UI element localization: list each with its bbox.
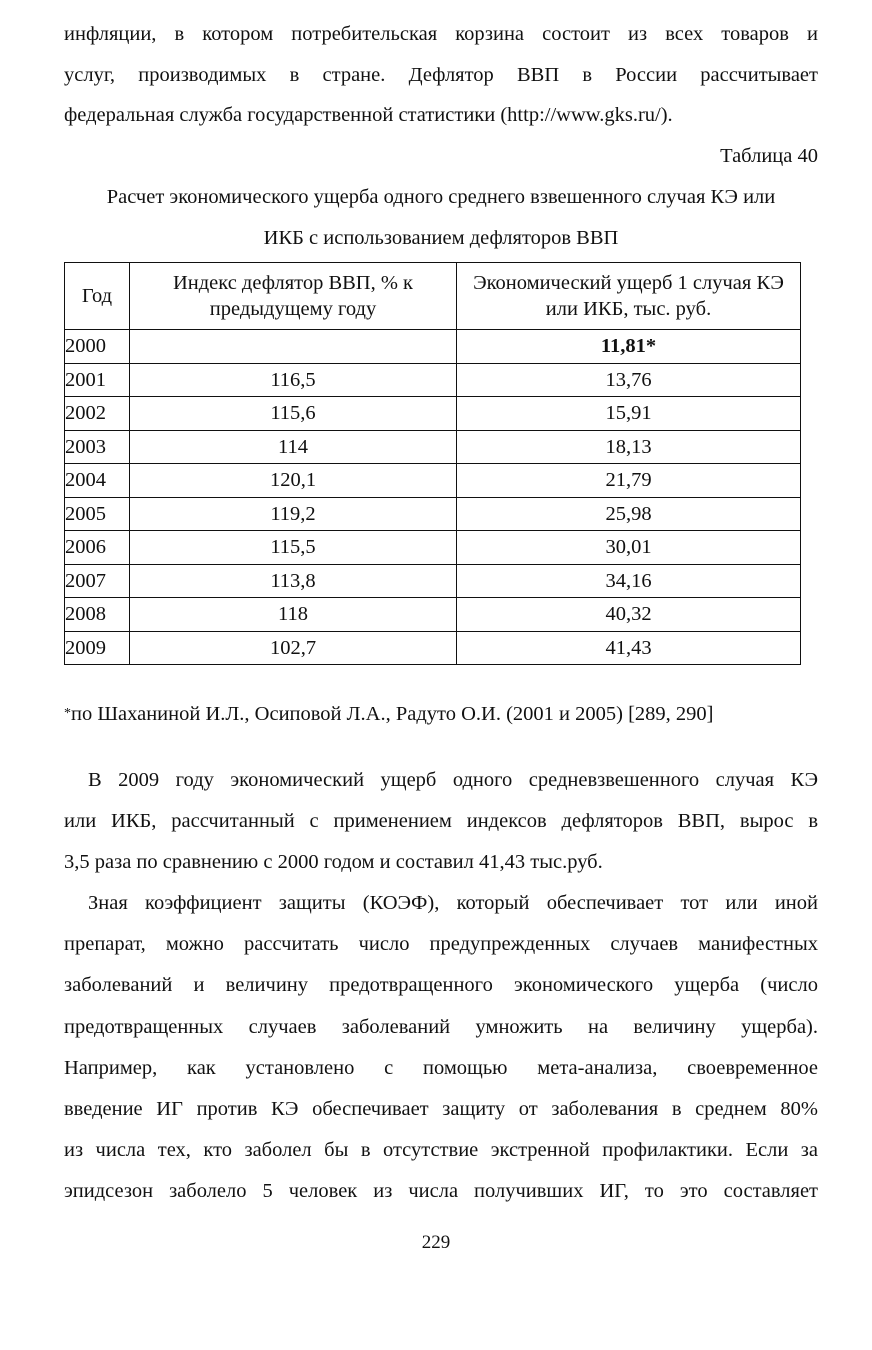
year-cell: 2001 (65, 363, 130, 397)
paragraph1-line-1: В 2009 году экономический ущерб одного средневзвешенного случая КЭ (88, 769, 818, 791)
year-cell: 2003 (65, 430, 130, 464)
table-row (65, 531, 801, 565)
index-cell: 114 (130, 430, 457, 464)
paragraph1-line-3: 3,5 раза по сравнению с 2000 годом и составил 41,43 тыс.руб. (64, 851, 603, 873)
damage-cell: 18,13 (457, 430, 801, 464)
index-cell: 102,7 (130, 631, 457, 665)
index-cell: 116,5 (130, 363, 457, 397)
paragraph2-line-2: препарат, можно рассчитать число предупрежденных случаев манифестных (64, 933, 818, 955)
table-row (65, 497, 801, 531)
index-cell: 115,5 (130, 531, 457, 565)
intro-line-1: инфляции, в котором потребительская корзина состоит из всех товаров и (64, 23, 818, 45)
damage-cell: 15,91 (457, 397, 801, 431)
year-cell: 2008 (65, 598, 130, 632)
index-cell: 119,2 (130, 497, 457, 531)
intro-line-3: федеральная служба государственной статистики (http://www.gks.ru/). (64, 104, 673, 126)
table-row (65, 397, 801, 431)
damage-cell: 30,01 (457, 531, 801, 565)
table-row (65, 363, 801, 397)
damage-cell: 13,76 (457, 363, 801, 397)
paragraph2-line-4: предотвращенных случаев заболеваний умножить на величину ущерба). (64, 1016, 818, 1038)
paragraph2-line-3: заболеваний и величину предотвращенного экономического ущерба (число (64, 974, 818, 996)
paragraph2-line-8: эпидсезон заболело 5 человек из числа получивших ИГ, то это составляет (64, 1180, 818, 1202)
paragraph2-line-1: Зная коэффициент защиты (КОЭФ), который обеспечивает тот или иной (88, 892, 818, 914)
table-title-line-1: Расчет экономического ущерба одного среднего взвешенного случая КЭ или (106, 186, 776, 208)
table-row (65, 330, 801, 364)
index-cell: 120,1 (130, 464, 457, 498)
table-row (65, 631, 801, 665)
table-row (65, 598, 801, 632)
table-row (65, 464, 801, 498)
damage-cell: 11,81* (457, 330, 801, 364)
paragraph2-line-6: введение ИГ против КЭ обеспечивает защиту от заболевания в среднем 80% (64, 1098, 818, 1120)
damage-cell: 34,16 (457, 564, 801, 598)
damage-cell: 25,98 (457, 497, 801, 531)
index-cell: 118 (130, 598, 457, 632)
paragraph2-line-7: из числа тех, кто заболел бы в отсутствие экстренной профилактики. Если за (64, 1139, 818, 1161)
year-cell: 2005 (65, 497, 130, 531)
intro-line-2: услуг, производимых в стране. Дефлятор ВВП в России рассчитывает (64, 64, 818, 86)
page-number: 229 (421, 1232, 451, 1253)
header-year: Год (65, 263, 130, 330)
year-cell: 2007 (65, 564, 130, 598)
paragraph2-line-5: Например, как установлено с помощью мета-анализа, своевременное (64, 1057, 818, 1079)
header-damage: Экономический ущерб 1 случая КЭ или ИКБ, тыс. руб. (457, 263, 801, 330)
year-cell: 2002 (65, 397, 130, 431)
year-cell: 2006 (65, 531, 130, 565)
table-header-row (65, 263, 801, 330)
table-number: Таблица 40 (720, 145, 818, 167)
footnote-mark: * (64, 706, 71, 721)
damage-cell: 21,79 (457, 464, 801, 498)
header-index: Индекс дефлятор ВВП, % к предыдущему году (130, 263, 457, 330)
footnote-text: по Шаханиной И.Л., Осиповой Л.А., Радуто О.И. (2001 и 2005) [289, 290] (71, 703, 714, 725)
damage-cell: 41,43 (457, 631, 801, 665)
index-cell: 115,6 (130, 397, 457, 431)
deflator-table (64, 262, 801, 665)
paragraph1-line-2: или ИКБ, рассчитанный с применением индексов дефляторов ВВП, вырос в (64, 810, 818, 832)
table-footnote (64, 700, 818, 728)
index-cell: 113,8 (130, 564, 457, 598)
year-cell: 2000 (65, 330, 130, 364)
table-row (65, 564, 801, 598)
year-cell: 2004 (65, 464, 130, 498)
year-cell: 2009 (65, 631, 130, 665)
index-cell (130, 330, 457, 364)
table-row (65, 430, 801, 464)
damage-cell: 40,32 (457, 598, 801, 632)
table-title-line-2: ИКБ с использованием дефляторов ВВП (263, 227, 619, 249)
